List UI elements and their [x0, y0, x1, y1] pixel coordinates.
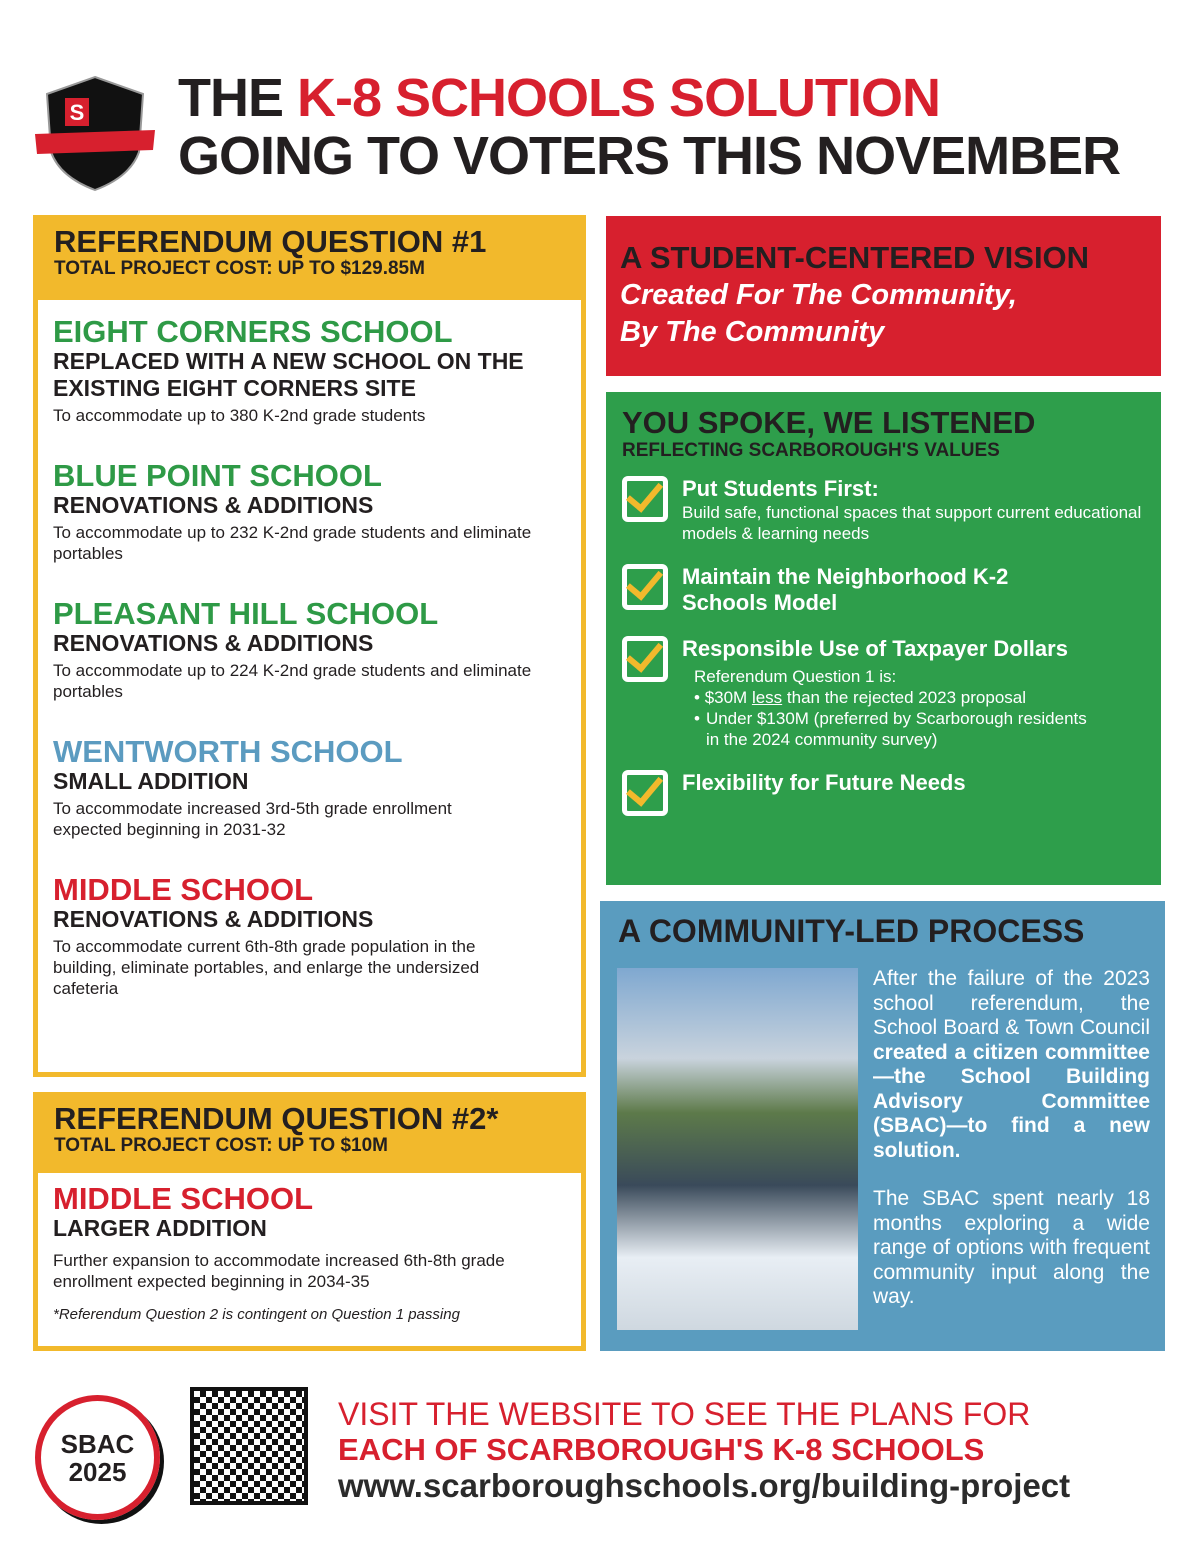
- school-logo: [35, 72, 155, 192]
- value-bullet: • Under $130M (preferred by Scarborough residents in the 2024 community survey): [682, 708, 1096, 750]
- q1-title: REFERENDUM QUESTION #1: [54, 224, 487, 259]
- referendum-q1: [33, 215, 586, 1077]
- checkbox-icon: [622, 564, 668, 610]
- q2-title: REFERENDUM QUESTION #2*: [54, 1101, 499, 1136]
- svg-text:S: S: [69, 100, 85, 125]
- badge-line1: SBAC: [60, 1428, 135, 1459]
- school-desc: To accommodate increased 3rd-5th grade enrollment expected beginning in 2031-32: [53, 799, 452, 839]
- value-title: Flexibility for Future Needs: [682, 770, 966, 795]
- process-text: [873, 967, 1150, 1310]
- school-scope: RENOVATIONS & ADDITIONS: [53, 492, 374, 518]
- subtitle: GOING TO VOTERS THIS NOVEMBER: [178, 126, 1121, 186]
- process-box: [600, 901, 1165, 1351]
- q2-footnote: *Referendum Question 2 is contingent on Question 1 passing: [53, 1306, 460, 1323]
- school-name: BLUE POINT SCHOOL: [53, 458, 382, 493]
- footer-line1: VISIT THE WEBSITE TO SEE THE PLANS FOR: [338, 1396, 1031, 1432]
- checkbox-icon: [622, 476, 668, 522]
- school-name: MIDDLE SCHOOL: [53, 872, 314, 907]
- title-highlight: K-8 SCHOOLS SOLUTION: [297, 68, 941, 128]
- values-box: [606, 392, 1161, 885]
- school-name: EIGHT CORNERS SCHOOL: [53, 314, 453, 349]
- school-scope: LARGER ADDITION: [53, 1215, 267, 1241]
- value-students-first: [622, 476, 1145, 544]
- school-wentworth: [53, 736, 566, 840]
- process-p1: After the failure of the 2023 school referendum, the School Board & Town Council: [873, 967, 1150, 1039]
- referendum-q2: [33, 1092, 586, 1351]
- title-prefix: THE: [178, 68, 298, 128]
- value-bullet: • $30M less than the rejected 2023 proposal: [694, 688, 1027, 707]
- school-scope: SMALL ADDITION: [53, 768, 249, 794]
- vision-title: A STUDENT-CENTERED VISION: [620, 240, 1090, 275]
- school-name: WENTWORTH SCHOOL: [53, 734, 403, 769]
- school-name: PLEASANT HILL SCHOOL: [53, 596, 439, 631]
- value-desc: Build safe, functional spaces that support current educational models & learning needs: [682, 503, 1142, 543]
- school-desc: To accommodate current 6th-8th grade population in the building, eliminate portables, and enlarge the undersized cafeteria: [53, 937, 480, 998]
- school-pleasant-hill: [53, 598, 566, 702]
- bullet-text: Under $130M (preferred by Scarborough residents in the 2024 community survey): [705, 709, 1087, 749]
- checkbox-icon: [622, 770, 668, 816]
- school-middle: [53, 874, 566, 999]
- value-title: Responsible Use of Taxpayer Dollars: [682, 636, 1068, 661]
- school-desc: To accommodate up to 232 K-2nd grade students and eliminate portables: [53, 523, 532, 563]
- vision-box: [606, 216, 1161, 376]
- q2-header: [38, 1097, 581, 1173]
- school-blue-point: [53, 460, 566, 564]
- school-scope: RENOVATIONS & ADDITIONS: [53, 906, 374, 932]
- process-p1-bold: created a citizen committee—the School Building Advisory Committee (SBAC)—to find a new solution.: [873, 1040, 1150, 1162]
- school-desc: To accommodate up to 380 K-2nd grade students: [53, 406, 426, 425]
- value-title: Put Students First:: [682, 476, 879, 501]
- school-eight-corners: [53, 316, 566, 426]
- values-title: YOU SPOKE, WE LISTENED: [622, 405, 1036, 440]
- school-desc: To accommodate up to 224 K-2nd grade students and eliminate portables: [53, 661, 532, 701]
- main-title: [178, 70, 940, 126]
- bullet-text: $30M: [704, 688, 752, 707]
- school-desc: Further expansion to accommodate increased 6th-8th grade enrollment expected beginning in 2034-35: [53, 1251, 505, 1291]
- website-link[interactable]: www.scarboroughschools.org/building-project: [338, 1467, 1071, 1504]
- values-subtitle: REFLECTING SCARBOROUGH'S VALUES: [622, 440, 1000, 461]
- school-scope: RENOVATIONS & ADDITIONS: [53, 630, 374, 656]
- qr-code[interactable]: [190, 1387, 308, 1505]
- value-title: Maintain the Neighborhood K-2 Schools Model: [682, 564, 1009, 615]
- sbac-badge: [35, 1395, 160, 1520]
- value-flexibility: [622, 770, 1145, 816]
- school-scope: REPLACED WITH A NEW SCHOOL ON THE EXISTING EIGHT CORNERS SITE: [53, 348, 524, 401]
- q1-header: [38, 220, 581, 300]
- footer-line2: EACH OF SCARBOROUGH'S K-8 SCHOOLS: [338, 1432, 985, 1467]
- q1-cost: TOTAL PROJECT COST: UP TO $129.85M: [54, 258, 425, 279]
- school-middle-q2: [53, 1183, 566, 1292]
- process-title: A COMMUNITY-LED PROCESS: [618, 913, 1085, 949]
- community-photo: [617, 968, 858, 1330]
- vision-line1: Created For The Community,: [620, 279, 1017, 311]
- checkbox-icon: [622, 636, 668, 682]
- vision-line2: By The Community: [620, 316, 885, 348]
- value-neighborhood: [622, 564, 1145, 616]
- q2-cost: TOTAL PROJECT COST: UP TO $10M: [54, 1135, 388, 1156]
- bullet-text: than the rejected 2023 proposal: [782, 688, 1027, 707]
- badge-line2: 2025: [68, 1456, 127, 1487]
- value-taxpayer: [622, 636, 1145, 750]
- bullet-underline: less: [751, 688, 783, 707]
- value-intro: Referendum Question 1 is:: [694, 667, 897, 686]
- school-name: MIDDLE SCHOOL: [53, 1181, 314, 1216]
- process-p2: The SBAC spent nearly 18 months exploring a wide range of options with frequent community input along the way.: [873, 1187, 1150, 1308]
